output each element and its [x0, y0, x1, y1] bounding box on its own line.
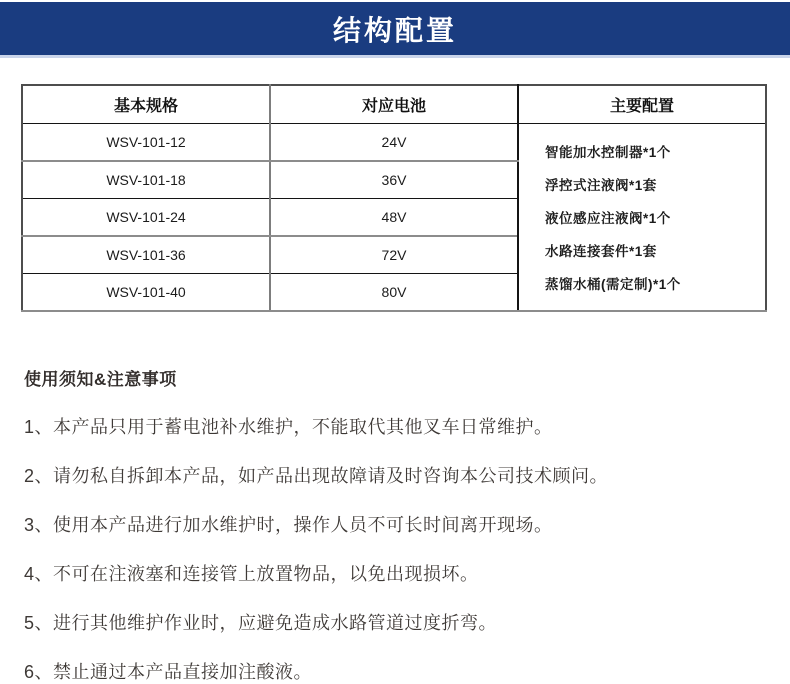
note-item: 1、本产品只用于蓄电池补水维护，不能取代其他叉车日常维护。 [24, 417, 553, 437]
note-item: 6、禁止通过本产品直接加注酸液。 [24, 662, 313, 682]
spec-table-head [22, 85, 766, 123]
config-item: 浮控式注液阀*1套 [545, 177, 657, 193]
spec-cell: WSV-101-36 [22, 236, 270, 274]
section-title: 结构配置 [332, 14, 457, 46]
note-item: 5、进行其他维护作业时，应避免造成水路管道过度折弯。 [24, 613, 498, 633]
spec-cell: WSV-101-12 [22, 123, 270, 161]
spec-table [21, 84, 767, 312]
spec-table-body [22, 123, 766, 311]
battery-cell: 72V [270, 236, 518, 274]
battery-cell: 80V [270, 273, 518, 311]
config-item: 液位感应注液阀*1个 [545, 210, 671, 226]
config-item: 蒸馏水桶(需定制)*1个 [545, 276, 681, 292]
config-item: 水路连接套件*1套 [545, 243, 657, 259]
battery-cell: 24V [270, 123, 518, 161]
config-item: 智能加水控制器*1个 [545, 144, 671, 160]
spec-cell: WSV-101-24 [22, 198, 270, 236]
section-banner [0, 2, 790, 58]
battery-cell: 48V [270, 198, 518, 236]
note-item: 4、不可在注液塞和连接管上放置物品，以免出现损坏。 [24, 564, 479, 584]
note-item: 2、请勿私自拆卸本产品，如产品出现故障请及时咨询本公司技术顾问。 [24, 466, 609, 486]
config-cell [518, 123, 766, 311]
table-row [22, 123, 766, 161]
usage-notes-section [24, 365, 764, 684]
note-item: 3、使用本产品进行加水维护时，操作人员不可长时间离开现场。 [24, 515, 553, 535]
spec-cell: WSV-101-18 [22, 161, 270, 199]
battery-cell: 36V [270, 161, 518, 199]
config-list [519, 124, 765, 310]
header-row [22, 85, 766, 123]
column-header-battery: 对应电池 [270, 85, 518, 123]
column-header-basic-spec: 基本规格 [22, 85, 270, 123]
notes-heading: 使用须知&注意事项 [24, 370, 177, 389]
spec-cell: WSV-101-40 [22, 273, 270, 311]
page [0, 2, 790, 682]
column-header-main-config: 主要配置 [518, 85, 766, 123]
